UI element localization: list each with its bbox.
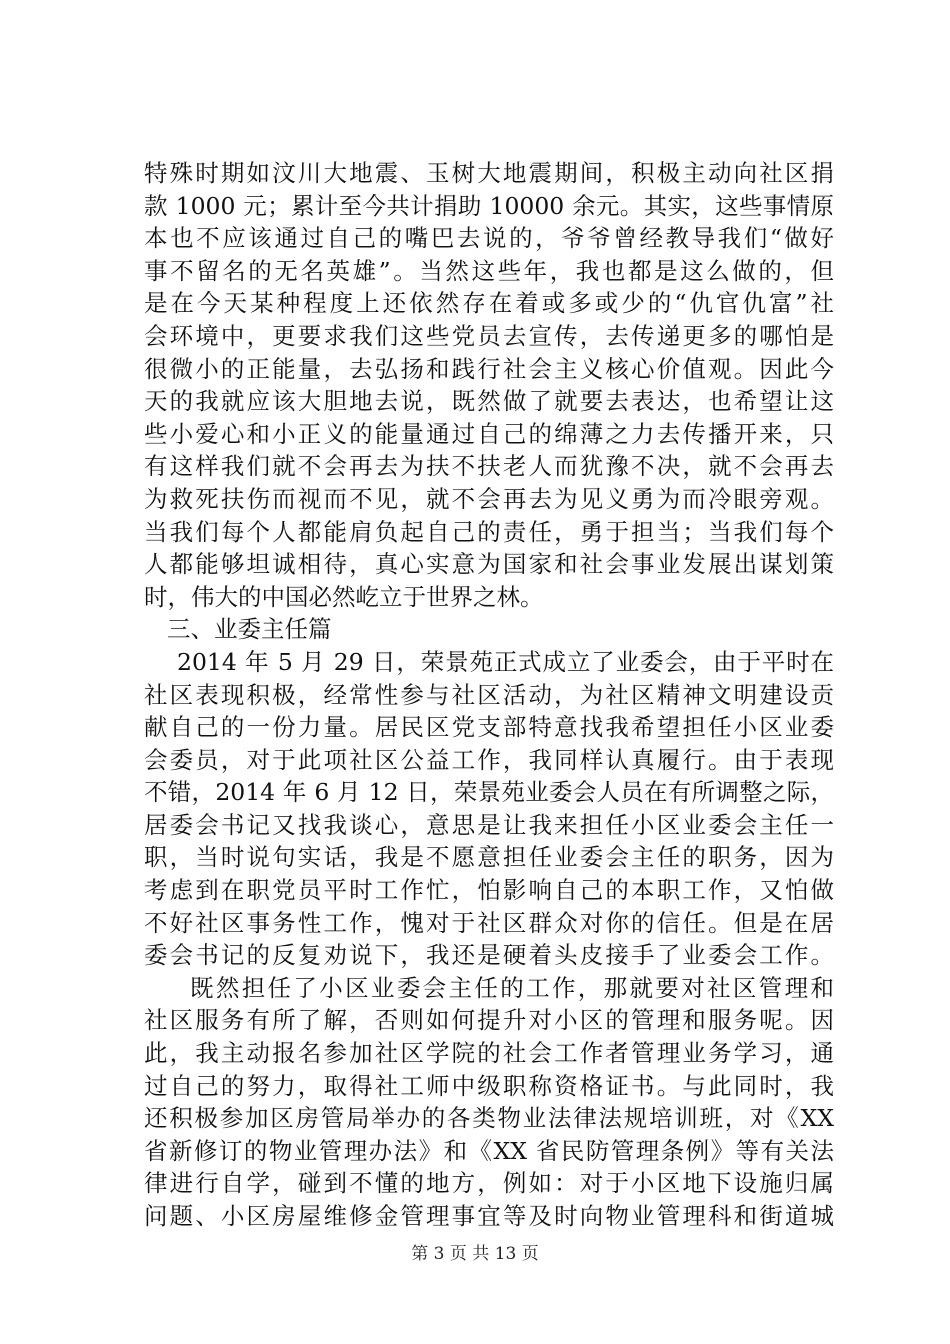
text-line: 不好社区事务性工作，愧对于社区群众对你的信任。但是在居 [144, 908, 834, 937]
text-line: 是在今天某种程度上还依然存在着或多或少的“仇官仇富”社 [144, 289, 834, 318]
paragraph-committee-director [144, 646, 834, 972]
paragraph-learning [144, 972, 834, 1233]
text-line: 天的我就应该大胆地去说，既然做了就要去表达，也希望让这 [144, 387, 834, 416]
text-line: 2014 年 5 月 29 日，荣景苑正式成立了业委会，由于平时在 [177, 647, 834, 676]
text-line: 不错，2014 年 6 月 12 日，荣景苑业委会人员在有所调整之际， [144, 778, 834, 807]
text-line: 为救死扶伤而视而不见，就不会再去为见义勇为而冷眼旁观。 [144, 484, 834, 513]
text-line: 有这样我们就不会再去为扶不扶老人而犹豫不决，就不会再去 [144, 452, 834, 481]
text-line: 还积极参加区房管局举办的各类物业法律法规培训班，对《XX [144, 1104, 834, 1133]
text-line: 本也不应该通过自己的嘴巴去说的，爷爷曾经教导我们“做好 [144, 224, 834, 253]
text-line: 款 1000 元；累计至今共计捐助 10000 余元。其实，这些事情原 [144, 191, 834, 220]
text-line: 此，我主动报名参加社区学院的社会工作者管理业务学习，通 [144, 1039, 834, 1068]
text-line: 社区表现积极，经常性参与社区活动，为社区精神文明建设贡 [144, 680, 834, 709]
paragraph-donations [144, 157, 834, 613]
document-body [144, 157, 834, 1233]
text-line: 过自己的努力，取得社工师中级职称资格证书。与此同时，我 [144, 1071, 834, 1100]
text-line: 省新修订的物业管理办法》和《XX 省民防管理条例》等有关法 [144, 1136, 834, 1165]
text-line: 时，伟大的中国必然屹立于世界之林。 [144, 582, 544, 611]
text-line: 律进行自学，碰到不懂的地方，例如：对于小区地下设施归属 [144, 1169, 834, 1198]
text-line: 既然担任了小区业委会主任的工作，那就要对社区管理和 [190, 973, 834, 1002]
section-heading: 三、业委主任篇 [167, 615, 332, 644]
text-line: 些小爱心和小正义的能量通过自己的绵薄之力去传播开来，只 [144, 419, 834, 448]
text-line: 献自己的一份力量。居民区党支部特意找我希望担任小区业委 [144, 713, 834, 742]
text-line: 问题、小区房屋维修金管理事宜等及时向物业管理科和街道城 [144, 1202, 834, 1230]
text-line: 委会书记的反复劝说下，我还是硬着头皮接手了业委会工作。 [144, 941, 834, 970]
text-line: 人都能够坦诚相待，真心实意为国家和社会事业发展出谋划策 [144, 550, 834, 579]
text-line: 特殊时期如汶川大地震、玉树大地震期间，积极主动向社区捐 [144, 159, 834, 187]
text-line: 会委员，对于此项社区公益工作，我同样认真履行。由于表现 [144, 745, 834, 774]
text-line: 事不留名的无名英雄”。当然这些年，我也都是这么做的，但 [144, 256, 834, 285]
page-number-footer: 第 3 页 共 13 页 [411, 1244, 539, 1264]
text-line: 职，当时说句实话，我是不愿意担任业委会主任的职务，因为 [144, 843, 834, 872]
text-line: 会环境中，更要求我们这些党员去宣传，去传递更多的哪怕是 [144, 321, 834, 350]
text-line: 当我们每个人都能肩负起自己的责任，勇于担当；当我们每个 [144, 517, 834, 546]
text-line: 居委会书记又找我谈心，意思是让我来担任小区业委会主任一 [144, 810, 834, 839]
text-line: 考虑到在职党员平时工作忙，怕影响自己的本职工作，又怕做 [144, 876, 834, 905]
text-line: 很微小的正能量，去弘扬和践行社会主义核心价值观。因此今 [144, 354, 834, 383]
text-line: 社区服务有所了解，否则如何提升对小区的管理和服务呢。因 [144, 1006, 834, 1035]
